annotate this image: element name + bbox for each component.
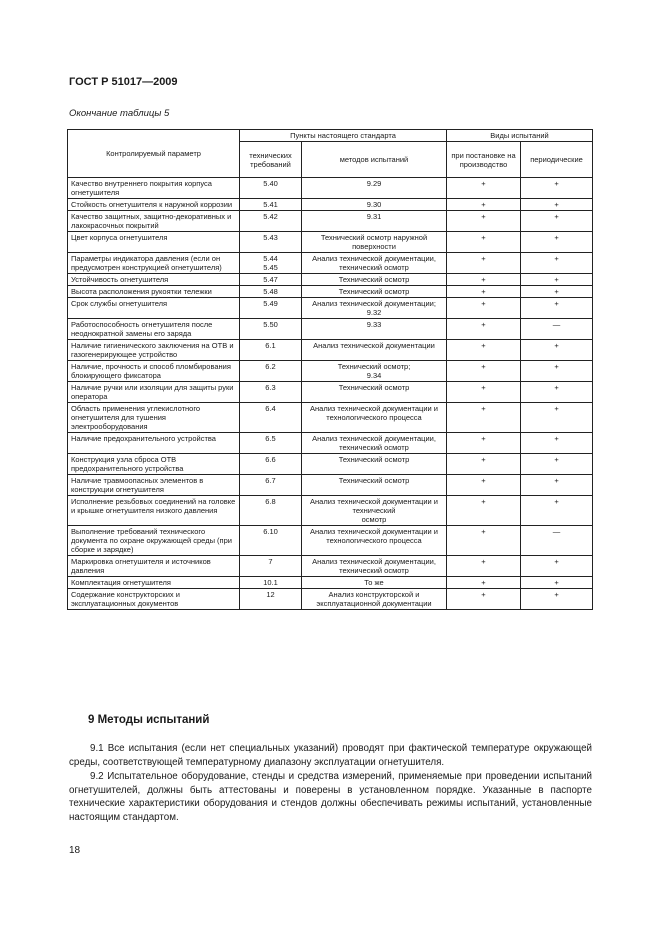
cell-tech-req: 5.48 [240, 286, 302, 298]
table-row [68, 382, 593, 403]
cell-test-method: Технический осмотр; 9.34 [302, 361, 447, 382]
table-body [68, 178, 593, 610]
cell-param: Выполнение требований технического документа по охране окружающей среды (при сборке и зарядке) [68, 526, 240, 556]
cell-test-method: Технический осмотр наружной поверхности [302, 232, 447, 253]
cell-param: Качество защитных, защитно-декоративных и лакокрасочных покрытий [68, 211, 240, 232]
cell-production: + [447, 577, 521, 589]
document-header: ГОСТ Р 51017—2009 [69, 76, 178, 88]
cell-param: Срок службы огнетушителя [68, 298, 240, 319]
header-tests-group: Виды испытаний [447, 130, 593, 142]
header-production: при постановке на производство [447, 142, 521, 178]
cell-production: + [447, 232, 521, 253]
cell-production: + [447, 286, 521, 298]
cell-tech-req: 5.44 5.45 [240, 253, 302, 274]
paragraph-9-1: 9.1 Все испытания (если нет специальных указаний) проводят при фактической температуре окружающей среды, соответствующей температурному диапазону эксплуатации огнетушителя. [69, 743, 592, 768]
table-row [68, 433, 593, 454]
page-number: 18 [69, 845, 81, 856]
cell-tech-req: 6.6 [240, 454, 302, 475]
cell-periodic: + [521, 382, 593, 403]
cell-test-method: Анализ технической документации, технический осмотр [302, 433, 447, 454]
cell-param: Наличие травмоопасных элементов в конструкции огнетушителя [68, 475, 240, 496]
cell-tech-req: 5.40 [240, 178, 302, 199]
table-row [68, 253, 593, 274]
cell-tech-req: 6.7 [240, 475, 302, 496]
cell-production: + [447, 526, 521, 556]
cell-param: Цвет корпуса огнетушителя [68, 232, 240, 253]
cell-test-method: Анализ конструкторской и эксплуатационной документации [302, 589, 447, 610]
table-row [68, 286, 593, 298]
cell-test-method: То же [302, 577, 447, 589]
table-row [68, 475, 593, 496]
table-row [68, 526, 593, 556]
cell-production: + [447, 496, 521, 526]
cell-tech-req: 6.8 [240, 496, 302, 526]
cell-tech-req: 7 [240, 556, 302, 577]
cell-production: + [447, 475, 521, 496]
header-tech-req: технических требований [240, 142, 302, 178]
cell-periodic: + [521, 340, 593, 361]
header-points-group: Пункты настоящего стандарта [240, 130, 447, 142]
cell-production: + [447, 340, 521, 361]
cell-tech-req: 6.3 [240, 382, 302, 403]
cell-production: + [447, 361, 521, 382]
table-row [68, 298, 593, 319]
cell-tech-req: 12 [240, 589, 302, 610]
table-row [68, 589, 593, 610]
cell-test-method: 9.30 [302, 199, 447, 211]
cell-test-method: Технический осмотр [302, 454, 447, 475]
cell-tech-req: 6.2 [240, 361, 302, 382]
cell-periodic: + [521, 286, 593, 298]
cell-periodic: + [521, 253, 593, 274]
cell-param: Высота расположения рукоятки тележки [68, 286, 240, 298]
cell-periodic: + [521, 178, 593, 199]
cell-param: Стойкость огнетушителя к наружной коррозии [68, 199, 240, 211]
table-row [68, 199, 593, 211]
cell-param: Содержание конструкторских и эксплуатационных документов [68, 589, 240, 610]
cell-production: + [447, 178, 521, 199]
cell-test-method: Технический осмотр [302, 475, 447, 496]
cell-production: + [447, 382, 521, 403]
cell-periodic: + [521, 274, 593, 286]
paragraph-9-2: 9.2 Испытательное оборудование, стенды и средства измерений, применяемые при проведении испытаний огнетушителей, должны быть аттестованы и поверены в установленном порядке. Указанные в паспорте технические характеристики оборудования и стендов должны обеспечивать режимы испытаний, установленные настоящим стандартом. [69, 771, 592, 823]
table-row [68, 403, 593, 433]
cell-param: Параметры индикатора давления (если он предусмотрен конструкцией огнетушителя) [68, 253, 240, 274]
header-periodic: периодические [521, 142, 593, 178]
cell-periodic: + [521, 556, 593, 577]
cell-tech-req: 6.10 [240, 526, 302, 556]
cell-tech-req: 6.1 [240, 340, 302, 361]
cell-test-method: 9.29 [302, 178, 447, 199]
cell-production: + [447, 211, 521, 232]
cell-production: + [447, 589, 521, 610]
cell-param: Конструкция узла сброса ОТВ предохранительного устройства [68, 454, 240, 475]
cell-periodic: + [521, 433, 593, 454]
header-param: Контролируемый параметр [68, 130, 240, 178]
cell-tech-req: 6.4 [240, 403, 302, 433]
cell-tech-req: 10.1 [240, 577, 302, 589]
cell-periodic: — [521, 319, 593, 340]
cell-test-method: Анализ технической документации и технический осмотр [302, 496, 447, 526]
cell-production: + [447, 199, 521, 211]
table-row [68, 556, 593, 577]
table-row [68, 340, 593, 361]
cell-param: Наличие, прочность и способ пломбирования блокирующего фиксатора [68, 361, 240, 382]
cell-test-method: 9.31 [302, 211, 447, 232]
cell-production: + [447, 454, 521, 475]
cell-production: + [447, 556, 521, 577]
cell-production: + [447, 403, 521, 433]
cell-param: Наличие гигиенического заключения на ОТВ и газогенерирующее устройство [68, 340, 240, 361]
cell-test-method: Анализ технической документации, технический осмотр [302, 556, 447, 577]
section-heading: 9 Методы испытаний [88, 714, 210, 726]
cell-production: + [447, 274, 521, 286]
table-5 [67, 129, 593, 610]
cell-tech-req: 5.50 [240, 319, 302, 340]
table-row [68, 178, 593, 199]
cell-test-method: Технический осмотр [302, 382, 447, 403]
cell-param: Маркировка огнетушителя и источников давления [68, 556, 240, 577]
cell-param: Комплектация огнетушителя [68, 577, 240, 589]
table-row [68, 361, 593, 382]
cell-tech-req: 5.41 [240, 199, 302, 211]
cell-test-method: Анализ технической документации [302, 340, 447, 361]
table-row [68, 211, 593, 232]
cell-test-method: Анализ технической документации и технологического процесса [302, 526, 447, 556]
table-row [68, 496, 593, 526]
cell-param: Область применения углекислотного огнетушителя для тушения электрооборудования [68, 403, 240, 433]
cell-periodic: + [521, 475, 593, 496]
cell-periodic: + [521, 199, 593, 211]
cell-production: + [447, 433, 521, 454]
cell-periodic: — [521, 526, 593, 556]
cell-test-method: Анализ технической документации и технологического процесса [302, 403, 447, 433]
cell-periodic: + [521, 454, 593, 475]
table-row [68, 577, 593, 589]
cell-param: Качество внутреннего покрытия корпуса огнетушителя [68, 178, 240, 199]
cell-tech-req: 5.42 [240, 211, 302, 232]
cell-periodic: + [521, 496, 593, 526]
cell-periodic: + [521, 211, 593, 232]
cell-test-method: 9.33 [302, 319, 447, 340]
cell-test-method: Технический осмотр [302, 286, 447, 298]
cell-param: Работоспособность огнетушителя после неоднократной замены его заряда [68, 319, 240, 340]
cell-tech-req: 6.5 [240, 433, 302, 454]
cell-periodic: + [521, 577, 593, 589]
header-test-methods: методов испытаний [302, 142, 447, 178]
cell-periodic: + [521, 232, 593, 253]
cell-periodic: + [521, 361, 593, 382]
cell-periodic: + [521, 403, 593, 433]
cell-periodic: + [521, 589, 593, 610]
cell-param: Устойчивость огнетушителя [68, 274, 240, 286]
cell-param: Наличие ручки или изоляции для защиты руки оператора [68, 382, 240, 403]
cell-production: + [447, 319, 521, 340]
cell-param: Исполнение резьбовых соединений на головке и крышке огнетушителя низкого давления [68, 496, 240, 526]
table-caption: Окончание таблицы 5 [69, 108, 170, 119]
cell-production: + [447, 253, 521, 274]
cell-periodic: + [521, 298, 593, 319]
cell-test-method: Анализ технической документации; 9.32 [302, 298, 447, 319]
cell-test-method: Анализ технической документации, технический осмотр [302, 253, 447, 274]
table-row [68, 232, 593, 253]
cell-tech-req: 5.47 [240, 274, 302, 286]
cell-tech-req: 5.49 [240, 298, 302, 319]
table-row [68, 274, 593, 286]
cell-tech-req: 5.43 [240, 232, 302, 253]
cell-test-method: Технический осмотр [302, 274, 447, 286]
cell-param: Наличие предохранительного устройства [68, 433, 240, 454]
table-row [68, 319, 593, 340]
cell-production: + [447, 298, 521, 319]
table-row [68, 454, 593, 475]
